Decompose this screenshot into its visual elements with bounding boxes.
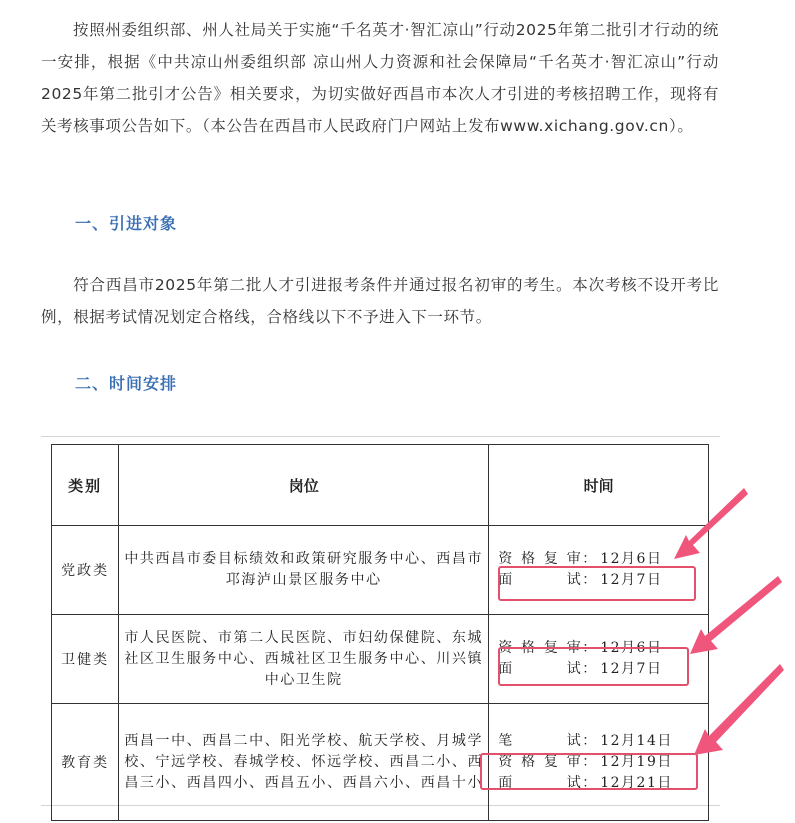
time-line: 资格复审 ： 12月6日 bbox=[498, 638, 708, 659]
table-row bbox=[52, 704, 709, 821]
time-cell bbox=[489, 526, 709, 615]
time-line: 资格复审 ： 12月6日 bbox=[498, 549, 708, 570]
time-cell bbox=[489, 704, 709, 821]
time-label: 笔试 bbox=[498, 732, 583, 749]
position-cell: 市人民医院、市第二人民医院、市妇幼保健院、东城社区卫生服务中心、西城社区卫生服务中心、川兴镇中心卫生院 bbox=[119, 615, 489, 704]
header-category: 类别 bbox=[52, 445, 119, 526]
time-line: 笔试 ： 12月14日 bbox=[498, 731, 708, 752]
category-cell: 卫健类 bbox=[52, 615, 119, 704]
time-value: 12月14日 bbox=[600, 732, 673, 749]
time-value: 12月6日 bbox=[600, 640, 663, 656]
schedule-table bbox=[51, 444, 709, 821]
time-value: 12月19日 bbox=[600, 753, 673, 770]
time-line: 面试 ： 12月7日 bbox=[498, 570, 708, 591]
time-label: 资格复审 bbox=[498, 640, 583, 656]
time-label: 面试 bbox=[498, 661, 583, 677]
header-position: 岗位 bbox=[119, 445, 489, 526]
time-label: 资格复审 bbox=[498, 551, 583, 567]
time-label: 面试 bbox=[498, 774, 583, 791]
intro-paragraph bbox=[41, 14, 719, 142]
targets-paragraph bbox=[41, 269, 719, 333]
time-line: 资格复审 ： 12月19日 bbox=[498, 752, 708, 773]
time-value: 12月6日 bbox=[600, 551, 663, 567]
table-row bbox=[52, 526, 709, 615]
header-time: 时间 bbox=[489, 445, 709, 526]
position-cell: 中共西昌市委目标绩效和政策研究服务中心、西昌市邛海泸山景区服务中心 bbox=[119, 526, 489, 615]
time-value: 12月7日 bbox=[600, 661, 663, 677]
targets-text: 符合西昌市2025年第二批人才引进报考条件并通过报名初审的考生。本次考核不设开考比例，根据考试情况划定合格线，合格线以下不予进入下一环节。 bbox=[41, 276, 719, 326]
section-heading-targets: 一、引进对象 bbox=[75, 214, 178, 233]
time-line: 面试 ： 12月7日 bbox=[498, 659, 708, 680]
category-cell: 教育类 bbox=[52, 704, 119, 821]
category-cell: 党政类 bbox=[52, 526, 119, 615]
table-header-row bbox=[52, 445, 709, 526]
time-label: 面试 bbox=[498, 572, 583, 588]
time-value: 12月7日 bbox=[600, 572, 663, 588]
table-row bbox=[52, 615, 709, 704]
time-cell bbox=[489, 615, 709, 704]
time-label: 资格复审 bbox=[498, 753, 583, 770]
intro-text: 按照州委组织部、州人社局关于实施“千名英才·智汇凉山”行动2025年第二批引才行动的统一安排，根据《中共凉山州委组织部 凉山州人力资源和社会保障局“千名英才·智汇凉山”行动2025年第二批引才公告》相关要求，为切实做好西昌市本次人才引进的考核招聘工作，现将有关考核事项公告如下。（本公告在西昌市人民政府门户网站上发布www.xichang.gov.cn）。 bbox=[41, 21, 719, 135]
section-heading-schedule: 二、时间安排 bbox=[75, 374, 178, 393]
time-line: 面试 ： 12月21日 bbox=[498, 773, 708, 794]
position-cell: 西昌一中、西昌二中、阳光学校、航天学校、月城学校、宁远学校、春城学校、怀远学校、西昌二小、西昌三小、西昌四小、西昌五小、西昌六小、西昌十小 bbox=[119, 704, 489, 821]
time-value: 12月21日 bbox=[600, 774, 673, 791]
